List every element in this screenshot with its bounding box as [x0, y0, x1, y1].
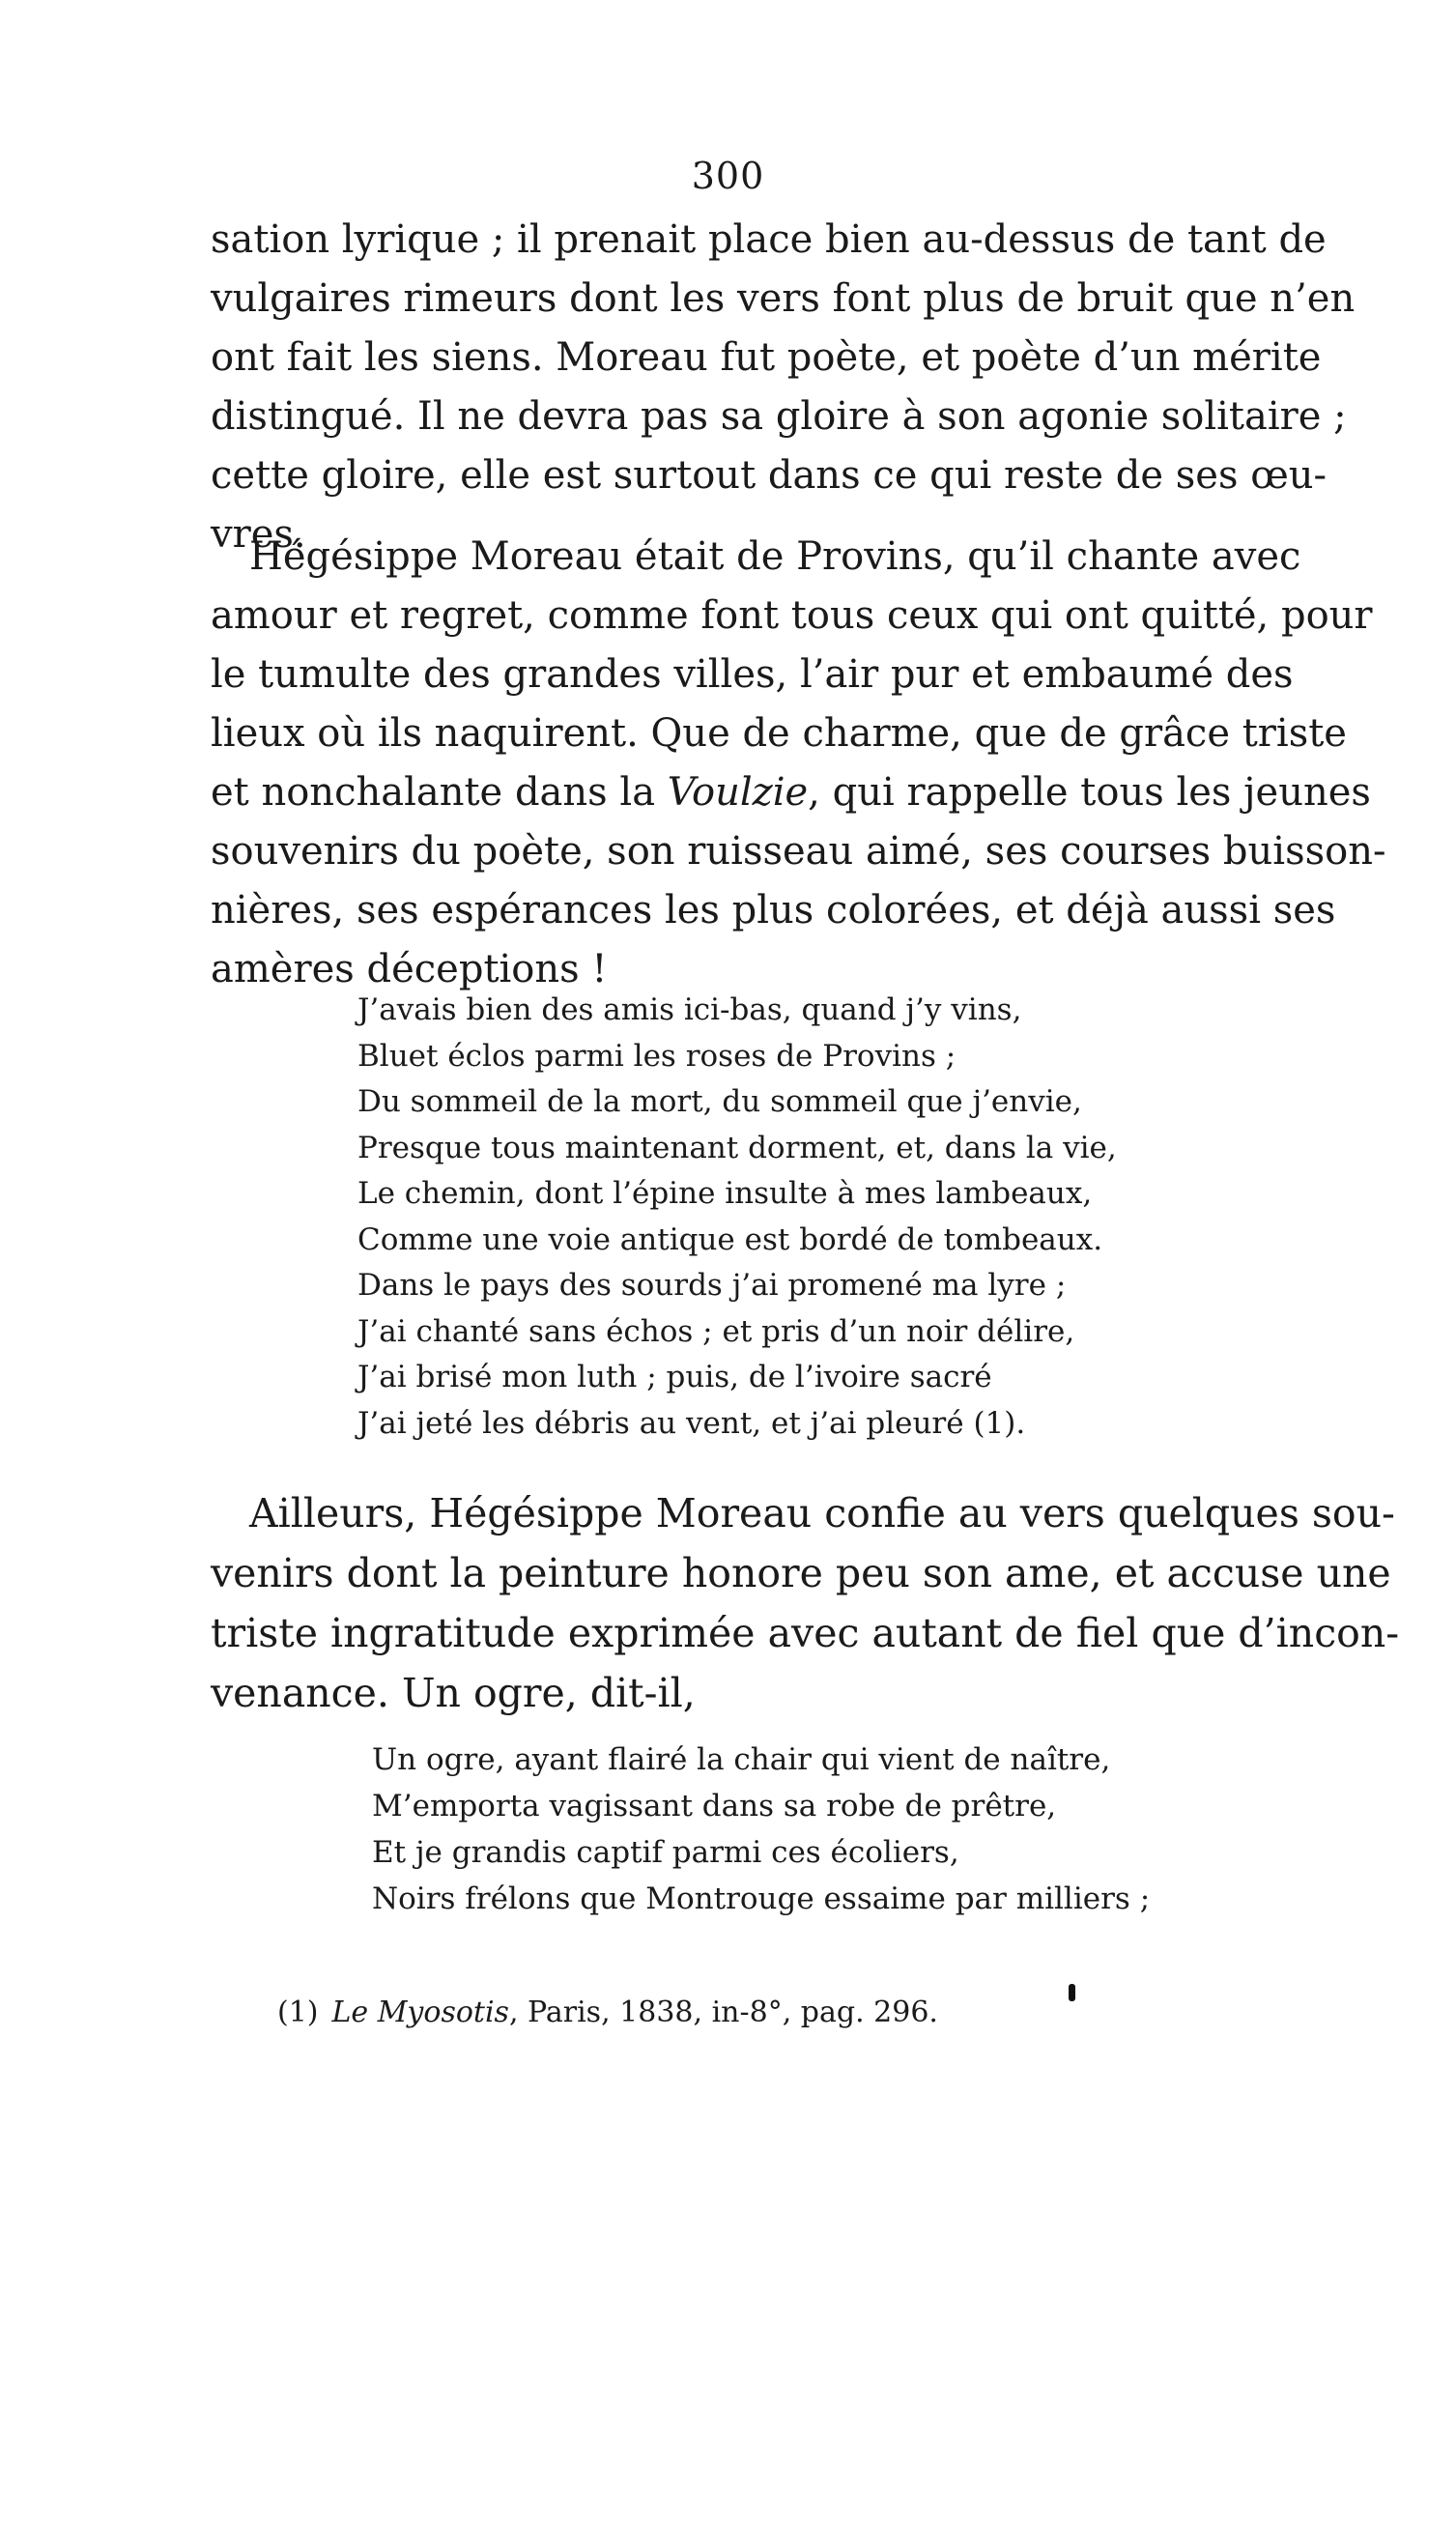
verse-line: Bluet éclos parmi les roses de Provins ;: [357, 1038, 956, 1074]
text-line: amères déceptions !: [211, 947, 608, 991]
verse-line: M’emporta vagissant dans sa robe de prêtre,: [372, 1789, 1057, 1823]
text-line: vulgaires rimeurs dont les vers font plus de bruit que n’en: [211, 276, 1356, 321]
ink-speck-mark: [1069, 1984, 1075, 2001]
verse-line: J’ai jeté les débris au vent, et j’ai pleuré (1).: [357, 1405, 1026, 1441]
text-line: triste ingratitude exprimée avec autant de fiel que d’incon-: [211, 1610, 1400, 1656]
paragraph-1: [211, 211, 1356, 564]
footnote: [277, 1996, 938, 2029]
verse-line: Le chemin, dont l’épine insulte à mes lambeaux,: [357, 1176, 1093, 1211]
text-line: cette gloire, elle est surtout dans ce qui reste de ses œu-: [211, 453, 1328, 498]
verse-line: J’avais bien des amis ici-bas, quand j’y vins,: [357, 992, 1022, 1027]
text-line: le tumulte des grandes villes, l’air pur et embaumé des: [211, 652, 1294, 697]
verse-line: J’ai brisé mon luth ; puis, de l’ivoire sacré: [357, 1360, 992, 1394]
footnote-title: Le Myosotis: [331, 1996, 509, 2029]
text-line-with-italic: [211, 763, 1371, 822]
text-line: venance. Un ogre, dit-il,: [211, 1670, 696, 1716]
text-line: distingué. Il ne devra pas sa gloire à son agonie solitaire ;: [211, 394, 1347, 439]
text-line: Ailleurs, Hégésippe Moreau confie au vers quelques sou-: [249, 1490, 1395, 1536]
text-line: nières, ses espérances les plus colorées, et déjà aussi ses: [211, 888, 1336, 933]
verse-line: Du sommeil de la mort, du sommeil que j’envie,: [357, 1084, 1082, 1119]
paragraph-2: [211, 528, 1386, 999]
text-line: souvenirs du poète, son ruisseau aimé, ses courses buisson-: [211, 829, 1386, 874]
text-fragment: et nonchalante dans la: [211, 770, 656, 815]
text-line: Hégésippe Moreau était de Provins, qu’il chante avec: [249, 534, 1301, 579]
verse-line: Un ogre, ayant flairé la chair qui vient de naître,: [372, 1742, 1111, 1777]
text-fragment: , qui rappelle tous les jeunes: [808, 770, 1371, 815]
verse-line: Noirs frélons que Montrouge essaime par milliers ;: [372, 1881, 1151, 1916]
verse-line: J’ai chanté sans échos ; et pris d’un noir délire,: [357, 1313, 1075, 1349]
text-line: lieux où ils naquirent. Que de charme, que de grâce triste: [211, 711, 1347, 756]
page-number: 300: [691, 155, 765, 197]
text-line: venirs dont la peinture honore peu son ame, et accuse une: [211, 1550, 1391, 1596]
verse-line: Et je grandis captif parmi ces écoliers,: [372, 1835, 959, 1870]
verse-quotation-1: [357, 988, 1117, 1447]
verse-quotation-2: [372, 1737, 1150, 1922]
verse-line: Presque tous maintenant dorment, et, dans la vie,: [357, 1130, 1117, 1165]
text-line: sation lyrique ; il prenait place bien au-dessus de tant de: [211, 217, 1327, 262]
italic-title-voulzie: Voulzie: [667, 770, 809, 815]
text-line: ont fait les siens. Moreau fut poète, et poète d’un mérite: [211, 335, 1322, 380]
text-line: vres.: [211, 512, 306, 557]
verse-line: Comme une voie antique est bordé de tombeaux.: [357, 1221, 1103, 1257]
footnote-citation: , Paris, 1838, in-8°, pag. 296.: [508, 1996, 938, 2029]
verse-line: Dans le pays des sourds j’ai promené ma lyre ;: [357, 1268, 1067, 1303]
text-line: amour et regret, comme font tous ceux qui ont quitté, pour: [211, 593, 1373, 638]
paragraph-3: [211, 1483, 1400, 1723]
footnote-marker: (1): [277, 1996, 319, 2029]
